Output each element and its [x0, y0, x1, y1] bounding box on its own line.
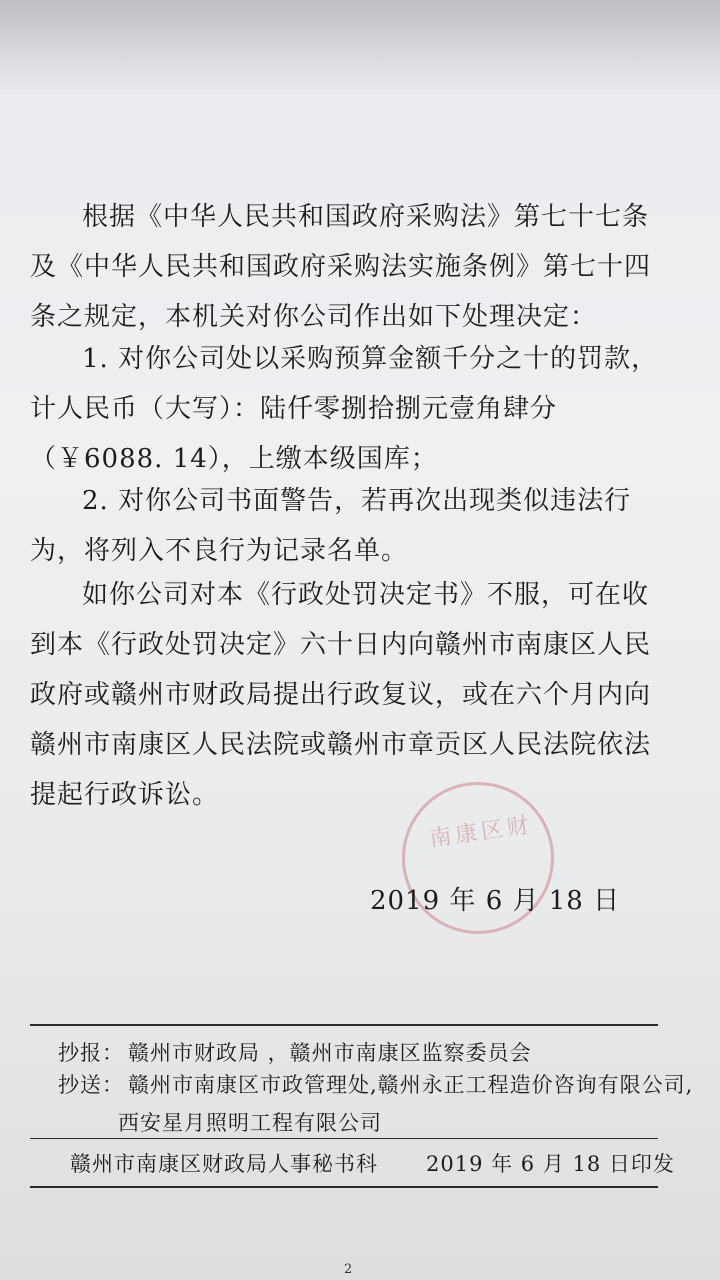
issuing-department: 赣州市南康区财政局人事秘书科: [70, 1152, 378, 1176]
body-paragraph-appeal-notice: 如你公司对本《行政处罚决定书》不服，可在收到本《行政处罚决定》六十日内向赣州市南康区人民政府或赣州市财政局提出行政复议，或在六个月内向赣州市南康区人民法院或赣州市章贡区人民法院依法提起行政诉讼。: [30, 580, 652, 810]
document-date: 2019 年 6 月 18 日: [370, 886, 621, 916]
body-paragraph-decision-1: 1. 对你公司处以采购预算金额千分之十的罚款，计人民币（大写）：陆仟零捌拾捌元壹角肆分（￥6088. 14），上缴本级国库；: [30, 344, 659, 474]
copy-label: 抄送：: [58, 1073, 124, 1097]
copy-recipients-line1: 赣州市南康区市政管理处,赣州永正工程造价咨询有限公司,: [128, 1073, 694, 1097]
body-paragraph-legal-basis: 根据《中华人民共和国政府采购法》第七十七条及《中华人民共和国政府采购法实施条例》第七十四条之规定，本机关对你公司作出如下处理决定：: [30, 202, 652, 332]
body-paragraph-decision-2: 2. 对你公司书面警告，若再次出现类似违法行为，将列入不良行为记录名单。: [30, 486, 632, 566]
page-shadow-edge: [0, 0, 720, 90]
page-number: 2: [344, 1262, 353, 1277]
divider-bottom: [30, 1186, 658, 1188]
copy-to-line: [58, 1070, 693, 1100]
copy-recipients-line2: 西安星月照明工程有限公司: [118, 1111, 382, 1135]
report-label: 抄报：: [58, 1041, 124, 1065]
divider-top: [30, 1024, 658, 1026]
official-seal-text: 南康区财: [428, 812, 535, 853]
divider-middle: [30, 1138, 658, 1139]
report-to-line: [58, 1038, 532, 1068]
issue-date: 2019 年 6 月 18 日印发: [426, 1152, 675, 1176]
report-recipients: 赣州市财政局 ，赣州市南康区监察委员会: [128, 1041, 532, 1065]
